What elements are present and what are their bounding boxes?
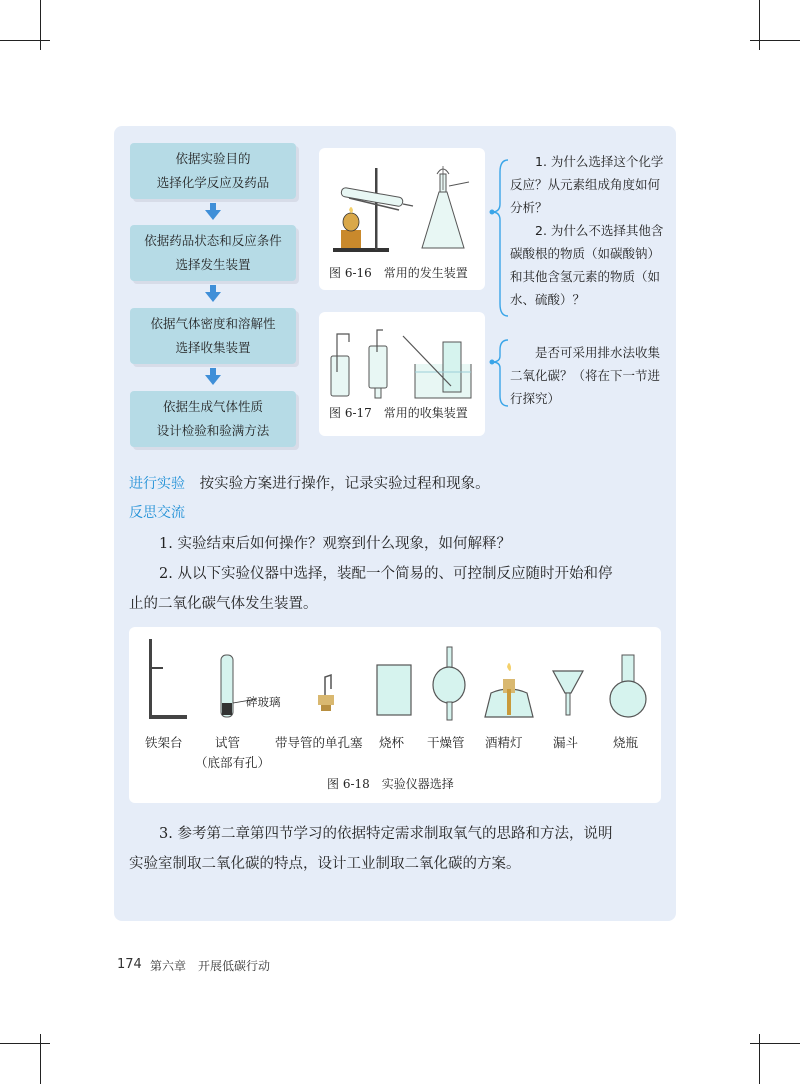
figure-6-17-card [319,312,485,436]
figure-6-18-caption: 图 6-18 实验仪器选择 [327,777,454,791]
figure-6-16-caption: 图 6-16 常用的发生装置 [329,266,468,280]
crop-mark [750,40,800,41]
alcohol-lamp-drawing [485,663,533,717]
experiment-paragraph [129,472,490,493]
flow-step-4-line2: 设计检验和验满方法 [156,423,270,438]
beaker-drawing [377,665,411,715]
chapter-title: 第六章 开展低碳行动 [150,959,271,973]
stopper-drawing [318,675,334,711]
funnel-drawing [553,671,583,715]
crop-mark [0,40,50,41]
crop-mark [40,1034,41,1084]
flow-step-1-line1: 依据实验目的 [175,151,251,166]
apparatus-label-test-tube: 试管 [215,735,241,750]
flow-step-1-line2: 选择化学反应及药品 [156,175,270,190]
reflection-heading: 反思交流 [129,505,185,521]
apparatus-label-funnel: 漏斗 [553,735,579,750]
generator-apparatus-illustration [319,152,485,262]
question-2-line1: 2. 从以下实验仪器中选择，装配一个简易的、可控制反应随时开始和停 [159,566,613,582]
flow-step-3 [130,308,296,364]
collector-apparatus-illustration [319,322,485,406]
margin-note-2 [510,341,670,410]
crop-mark [759,1034,760,1084]
note-question-1: 1. 为什么选择这个化学反应？从元素组成角度如何分析？ [510,154,664,215]
brace-icon [488,158,510,318]
note-question-2: 2. 为什么不选择其他含碳酸根的物质（如碳酸钠）和其他含氢元素的物质（如水、硫酸）？ [510,223,664,307]
experiment-heading: 进行实验 [129,476,185,492]
test-tube-note: （底部有孔） [195,755,271,770]
crop-mark [40,0,41,50]
page-number: 174 [117,957,142,972]
crop-mark [750,1043,800,1044]
figure-6-16-card [319,148,485,290]
flow-step-4 [130,391,296,447]
apparatus-illustrations [129,627,661,732]
question-1: 1. 实验结束后如何操作？观察到什么现象，如何解释？ [159,536,511,552]
apparatus-label-beaker: 烧杯 [379,735,405,750]
down-arrow-icon [203,368,223,386]
figure-6-17-caption: 图 6-17 常用的收集装置 [329,406,468,420]
flask-drawing [610,655,646,717]
iron-stand-drawing [149,639,187,719]
apparatus-label-stopper: 带导管的单孔塞 [275,735,363,750]
apparatus-label-flask: 烧瓶 [613,735,639,750]
apparatus-label-drying-tube: 干燥管 [427,735,465,750]
experiment-text: 按实验方案进行操作，记录实验过程和现象。 [199,476,490,492]
crop-mark [0,1043,50,1044]
flow-step-2-line2: 选择发生装置 [175,257,251,272]
flow-step-2 [130,225,296,281]
figure-6-18-card [129,627,661,803]
apparatus-label-iron-stand: 铁架台 [145,735,183,750]
flow-step-4-line1: 依据生成气体性质 [162,399,263,414]
down-arrow-icon [203,285,223,303]
question-3-line1: 3. 参考第二章第四节学习的依据特定需求制取氧气的思路和方法，说明 [159,826,613,842]
margin-note-1 [510,150,670,311]
question-2-line2: 止的二氧化碳气体发生装置。 [129,596,318,612]
note-question-3: 是否可采用排水法收集二氧化碳？（将在下一节进行探究） [510,345,661,406]
flow-step-3-line2: 选择收集装置 [175,340,251,355]
glass-label: 碎玻璃 [246,695,281,709]
flow-step-2-line1: 依据药品状态和反应条件 [144,233,282,248]
down-arrow-icon [203,203,223,221]
brace-icon [488,338,510,408]
drying-tube-drawing [433,647,465,720]
flow-step-1 [130,143,296,199]
crop-mark [759,0,760,50]
apparatus-label-alcohol-lamp: 酒精灯 [485,735,523,750]
flow-step-3-line1: 依据气体密度和溶解性 [150,316,276,331]
question-3-line2: 实验室制取二氧化碳的特点，设计工业制取二氧化碳的方案。 [129,856,521,872]
